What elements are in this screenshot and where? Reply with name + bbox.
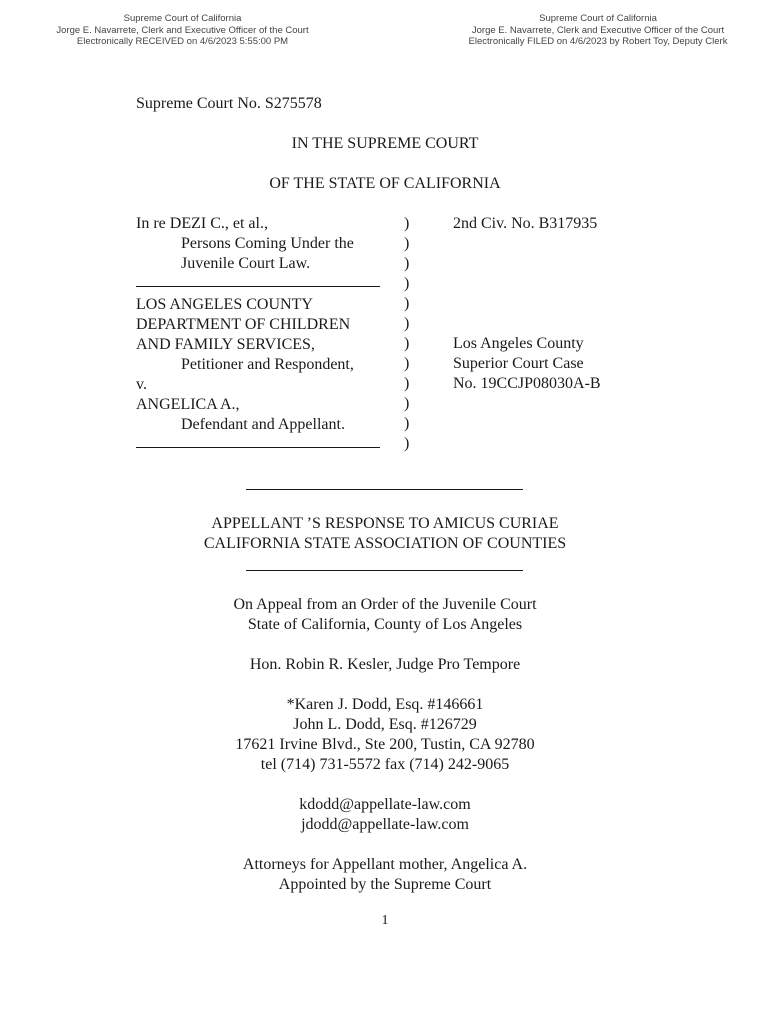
judge-name: Hon. Robin R. Kesler, Judge Pro Tempore <box>249 656 521 673</box>
party-minors-desc: Persons Coming Under the <box>181 235 354 252</box>
document-title-line2: CALIFORNIA STATE ASSOCIATION OF COUNTIES <box>203 535 567 552</box>
stamp-received-date: Electronically RECEIVED on 4/6/2023 5:55:00 PM <box>76 36 289 47</box>
superior-court-line: Los Angeles County <box>453 335 584 352</box>
title-rule-bottom <box>246 570 523 571</box>
received-stamp <box>40 13 325 48</box>
superior-case-number: No. 19CCJP08030A-B <box>453 375 601 392</box>
attorney-address: 17621 Irvine Blvd., Ste 200, Tustin, CA 92780 <box>235 736 535 753</box>
paren: ) <box>404 435 410 452</box>
paren: ) <box>404 335 410 352</box>
appointment-note: Appointed by the Supreme Court <box>278 876 492 893</box>
party-minors: In re DEZI C., et al., <box>136 215 268 232</box>
stamp-court-name: Supreme Court of California <box>539 13 657 24</box>
attorney-email: kdodd@appellate-law.com <box>299 796 471 813</box>
party-appellant: ANGELICA A., <box>136 396 240 413</box>
paren: ) <box>404 215 410 232</box>
party-petitioner: DEPARTMENT OF CHILDREN <box>136 316 351 333</box>
caption-rule <box>136 274 380 287</box>
party-appellant-role: Defendant and Appellant. <box>181 416 345 433</box>
court-heading-line2: OF THE STATE OF CALIFORNIA <box>269 175 501 192</box>
attorneys-for: Attorneys for Appellant mother, Angelica A. <box>242 856 528 873</box>
paren: ) <box>404 395 410 412</box>
title-rule-top <box>246 489 523 490</box>
caption-parentheses <box>404 214 416 454</box>
attorney-name: John L. Dodd, Esq. #126729 <box>293 716 477 733</box>
stamp-clerk: Jorge E. Navarrete, Clerk and Executive Officer of the Court <box>56 24 309 36</box>
filed-stamp <box>452 13 744 48</box>
appeal-from-line1: On Appeal from an Order of the Juvenile Court <box>233 596 537 613</box>
attorney-email: jdodd@appellate-law.com <box>301 816 469 833</box>
document-title-line1: APPELLANT ’S RESPONSE TO AMICUS CURIAE <box>211 515 559 532</box>
paren: ) <box>404 415 410 432</box>
paren: ) <box>404 355 410 372</box>
stamp-filed-date: Electronically FILED on 4/6/2023 by Robert Toy, Deputy Clerk <box>468 36 728 47</box>
caption-parties <box>136 214 396 456</box>
page-number: 1 <box>381 913 389 928</box>
paren: ) <box>404 375 410 392</box>
party-petitioner: LOS ANGELES COUNTY <box>136 296 313 313</box>
paren: ) <box>404 315 410 332</box>
attorney-name: *Karen J. Dodd, Esq. #146661 <box>286 696 484 713</box>
attorney-phone: tel (714) 731-5572 fax (714) 242-9065 <box>260 756 510 773</box>
party-petitioner-role: Petitioner and Respondent, <box>181 356 354 373</box>
caption-rule <box>136 435 380 448</box>
paren: ) <box>404 235 410 252</box>
paren: ) <box>404 295 410 312</box>
superior-court-line: Superior Court Case <box>453 355 584 372</box>
appeal-from-line2: State of California, County of Los Angeles <box>247 616 523 633</box>
stamp-clerk: Jorge E. Navarrete, Clerk and Executive Officer of the Court <box>471 24 725 36</box>
case-number: Supreme Court No. S275578 <box>136 95 322 112</box>
paren: ) <box>404 275 410 292</box>
party-petitioner: AND FAMILY SERVICES, <box>136 336 315 353</box>
paren: ) <box>404 255 410 272</box>
party-minors-desc: Juvenile Court Law. <box>181 255 311 272</box>
appeal-number: 2nd Civ. No. B317935 <box>453 215 598 232</box>
caption-case-info <box>453 214 643 394</box>
court-heading-line1: IN THE SUPREME COURT <box>291 135 479 152</box>
versus: v. <box>136 376 147 393</box>
stamp-court-name: Supreme Court of California <box>123 13 242 24</box>
